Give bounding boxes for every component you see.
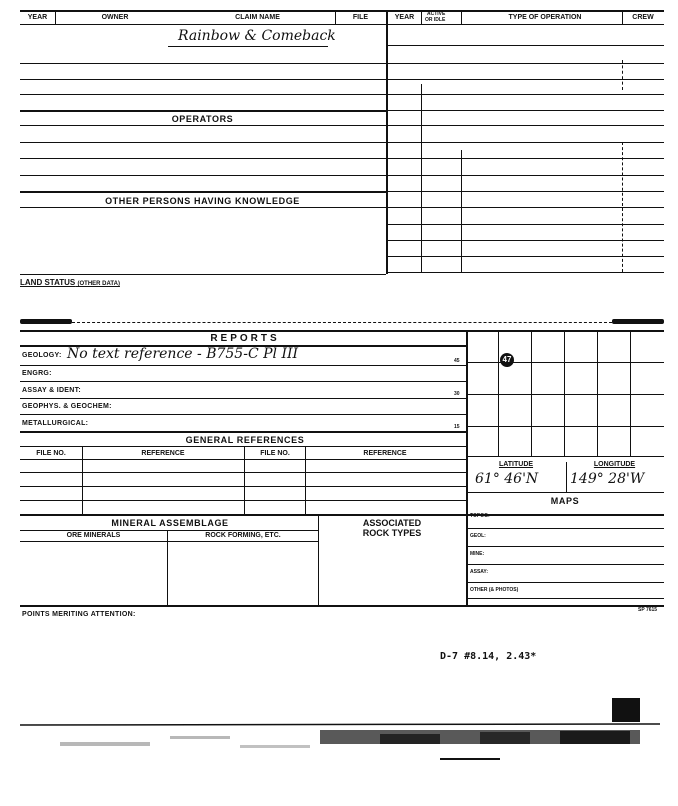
- maps-mine: MINE:: [470, 551, 485, 557]
- gen-ref-reference-2: REFERENCE: [363, 450, 407, 457]
- claim-name-value: Rainbow & Comeback: [178, 28, 336, 44]
- gen-ref-col: [82, 446, 83, 514]
- maps-row: [466, 582, 664, 583]
- header-divider: [421, 10, 422, 25]
- assay-code: 30: [454, 391, 460, 397]
- row-line: [20, 79, 386, 80]
- metallurgical-code: 15: [454, 424, 460, 430]
- operators-title: OPERATORS: [171, 114, 234, 124]
- grid-row: [466, 394, 664, 395]
- typed-note: D-7 #8.14, 2.43*: [440, 651, 537, 662]
- land-status-text: LAND STATUS: [20, 278, 76, 287]
- report-row-line: [20, 365, 466, 366]
- claim-underline: [168, 46, 328, 47]
- points-meriting-label: POINTS MERITING ATTENTION:: [22, 611, 136, 618]
- row-line-right: [386, 45, 664, 46]
- active-col-line: [421, 84, 422, 272]
- geology-value: No text reference - B755-C Pl III: [67, 346, 299, 362]
- latitude-label: LATITUDE: [498, 461, 534, 468]
- year-header: YEAR: [27, 14, 48, 21]
- crew-col-line: [622, 60, 623, 90]
- maps-assay: ASSAY:: [470, 569, 489, 575]
- maps-row: [466, 598, 664, 599]
- reports-band-right: [612, 319, 664, 324]
- mineral-header-line: [20, 530, 318, 531]
- gen-ref-col: [305, 446, 306, 514]
- type-of-operation-header: TYPE OF OPERATION: [508, 14, 582, 21]
- row-line: [20, 94, 386, 95]
- gen-ref-row: [20, 500, 466, 501]
- mineral-assemblage-title: MINERAL ASSEMBLAGE: [111, 518, 229, 528]
- associated-label-2: ROCK TYPES: [362, 528, 422, 538]
- ore-minerals-header: ORE MINERALS: [66, 532, 121, 539]
- geophys-label: GEOPHYS. & GEOCHEM:: [22, 403, 112, 410]
- top-border: [20, 10, 664, 12]
- bottom-line: [20, 274, 386, 275]
- scan-noise-band: [0, 690, 678, 770]
- maps-row: [466, 528, 664, 529]
- lat-long-bottom: [466, 492, 664, 493]
- gen-ref-row: [20, 472, 466, 473]
- row-line-right: [386, 125, 664, 126]
- mineral-top-line: [20, 514, 664, 516]
- mineral-bottom-line: [20, 605, 664, 607]
- idle-header: OR IDLE: [425, 17, 446, 23]
- operators-top-line: [20, 110, 386, 112]
- general-references-title: GENERAL REFERENCES: [185, 435, 305, 445]
- grid-row: [466, 456, 664, 457]
- other-persons-top-line: [20, 191, 386, 193]
- mineral-col: [167, 530, 168, 605]
- active-header: ACTIVE: [427, 11, 446, 17]
- latitude-value: 61° 46'N: [475, 471, 539, 487]
- row-line: [20, 63, 386, 64]
- report-row-line: [20, 398, 466, 399]
- gen-ref-row: [20, 486, 466, 487]
- gen-ref-file-no-1: FILE NO.: [36, 450, 66, 457]
- row-line: [20, 125, 386, 126]
- lat-long-divider: [566, 462, 567, 492]
- row-line: [20, 207, 386, 208]
- geology-code: 45: [454, 358, 460, 364]
- maps-row: [466, 564, 664, 565]
- maps-title: MAPS: [550, 496, 580, 506]
- owner-header: OWNER: [101, 14, 129, 21]
- year2-header: YEAR: [394, 14, 415, 21]
- maps-other: OTHER (& PHOTOS): [470, 587, 519, 593]
- grid-row: [466, 362, 664, 363]
- header-bottom-line: [20, 24, 664, 25]
- header-divider: [461, 10, 462, 25]
- reports-top-line: [20, 330, 664, 332]
- grid-row: [466, 426, 664, 427]
- row-line: [20, 142, 386, 143]
- claim-name-header: CLAIM NAME: [235, 14, 280, 21]
- mineral-header-bottom: [20, 541, 318, 542]
- maps-geol: GEOL:: [470, 533, 486, 539]
- grid-col: [564, 330, 565, 456]
- land-status-label: [20, 278, 120, 287]
- row-line-right: [386, 94, 664, 95]
- engrg-label: ENGRG:: [22, 370, 52, 377]
- geology-label: GEOLOGY:: [22, 352, 62, 359]
- metallurgical-label: METALLURGICAL:: [22, 420, 89, 427]
- assay-label: ASSAY & IDENT:: [22, 387, 82, 394]
- mineral-col: [318, 514, 319, 605]
- longitude-label: LONGITUDE: [593, 461, 636, 468]
- grid-col: [630, 330, 631, 456]
- maps-topog: TOPOG:: [470, 513, 490, 519]
- crew-col-line: [622, 142, 623, 272]
- reports-band-left: [20, 319, 72, 324]
- reports-title: REPORTS: [210, 333, 280, 344]
- gen-ref-file-no-2: FILE NO.: [260, 450, 290, 457]
- row-line-right: [386, 110, 664, 111]
- row-line: [20, 158, 386, 159]
- maps-row: [466, 546, 664, 547]
- gen-ref-header-top: [20, 446, 466, 447]
- row-line-right: [386, 272, 664, 273]
- form-code: SP 7615: [638, 607, 658, 613]
- grid-col: [498, 330, 499, 456]
- associated-label-1: ASSOCIATED: [362, 518, 422, 528]
- grid-col: [597, 330, 598, 456]
- grid-mark: 47: [500, 353, 514, 367]
- report-row-line: [20, 381, 466, 382]
- file-header: FILE: [352, 14, 369, 21]
- grid-col: [531, 330, 532, 456]
- gen-ref-reference-1: REFERENCE: [141, 450, 185, 457]
- gen-ref-col: [244, 446, 245, 514]
- land-status-sub: (OTHER DATA): [77, 281, 120, 287]
- row-line: [20, 175, 386, 176]
- other-persons-title: OTHER PERSONS HAVING KNOWLEDGE: [105, 196, 300, 206]
- header-divider: [55, 10, 56, 25]
- reports-band-line: [72, 322, 612, 323]
- report-row-line: [20, 414, 466, 415]
- rock-forming-header: ROCK FORMING, ETC.: [205, 532, 281, 539]
- longitude-value: 149° 28'W: [570, 471, 645, 487]
- gen-ref-header-bottom: [20, 459, 466, 460]
- gen-ref-top-line: [20, 431, 466, 433]
- type-col-line: [461, 150, 462, 272]
- crew-header: CREW: [632, 14, 654, 21]
